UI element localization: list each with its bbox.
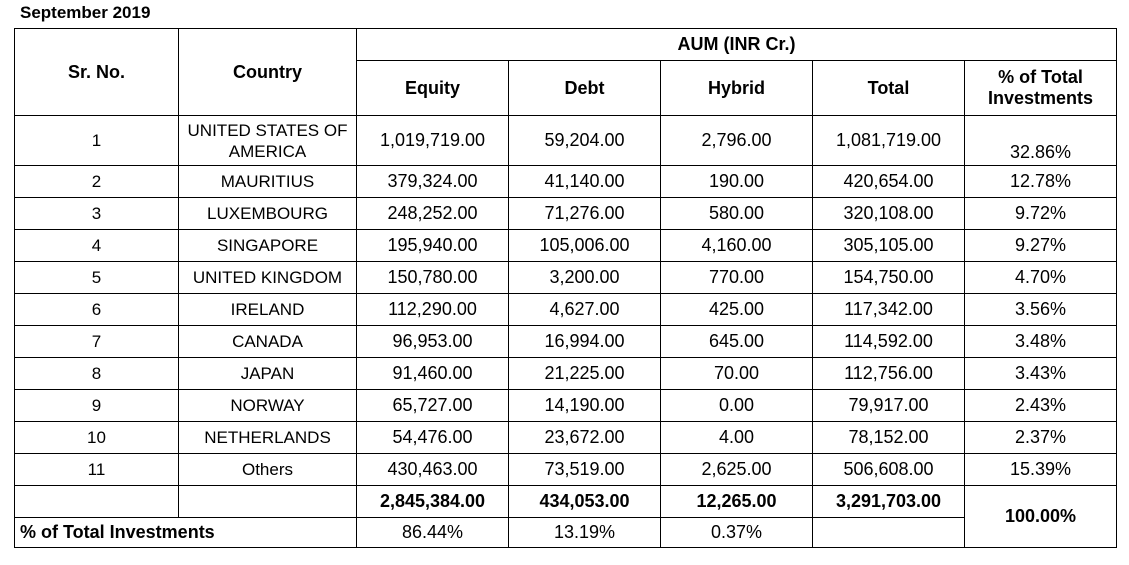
pct-debt: 13.19% <box>509 518 661 548</box>
pct-hybrid: 0.37% <box>661 518 813 548</box>
cell-hybrid: 425.00 <box>661 294 813 326</box>
cell-hybrid: 580.00 <box>661 198 813 230</box>
cell-pct: 3.43% <box>965 358 1117 390</box>
cell-pct: 3.56% <box>965 294 1117 326</box>
header-debt: Debt <box>509 61 661 116</box>
cell-debt: 16,994.00 <box>509 326 661 358</box>
cell-sr-no: 10 <box>15 422 179 454</box>
page-title: September 2019 <box>20 3 151 22</box>
header-sr-no: Sr. No. <box>15 29 179 116</box>
header-row-top <box>15 29 1117 61</box>
header-aum: AUM (INR Cr.) <box>357 29 1117 61</box>
cell-country: LUXEMBOURG <box>179 198 357 230</box>
cell-pct: 12.78% <box>965 166 1117 198</box>
cell-total: 420,654.00 <box>813 166 965 198</box>
cell-total: 112,756.00 <box>813 358 965 390</box>
cell-hybrid: 770.00 <box>661 262 813 294</box>
cell-equity: 54,476.00 <box>357 422 509 454</box>
pct-row <box>15 518 1117 548</box>
header-pct-line2: Investments <box>987 88 1094 108</box>
table-row <box>15 358 1117 390</box>
cell-pct: 32.86% <box>965 116 1117 166</box>
table-row <box>15 294 1117 326</box>
cell-sr-no: 4 <box>15 230 179 262</box>
cell-hybrid: 190.00 <box>661 166 813 198</box>
table-row <box>15 326 1117 358</box>
aum-table <box>14 28 1117 548</box>
cell-equity: 248,252.00 <box>357 198 509 230</box>
cell-total: 320,108.00 <box>813 198 965 230</box>
table-row <box>15 390 1117 422</box>
cell-hybrid: 4,160.00 <box>661 230 813 262</box>
cell-total: 117,342.00 <box>813 294 965 326</box>
cell-debt: 71,276.00 <box>509 198 661 230</box>
cell-equity: 195,940.00 <box>357 230 509 262</box>
cell-sr-no: 9 <box>15 390 179 422</box>
totals-row <box>15 486 1117 518</box>
pct-total-empty <box>813 518 965 548</box>
cell-country: IRELAND <box>179 294 357 326</box>
totals-sr-cell <box>15 486 179 518</box>
cell-pct: 2.43% <box>965 390 1117 422</box>
table-row <box>15 166 1117 198</box>
header-hybrid: Hybrid <box>661 61 813 116</box>
totals-country-cell <box>179 486 357 518</box>
pct-row-label: % of Total Investments <box>15 518 357 548</box>
cell-country: Others <box>179 454 357 486</box>
cell-country: CANADA <box>179 326 357 358</box>
total-hybrid: 12,265.00 <box>661 486 813 518</box>
cell-debt: 21,225.00 <box>509 358 661 390</box>
header-total: Total <box>813 61 965 116</box>
table-row <box>15 198 1117 230</box>
header-equity: Equity <box>357 61 509 116</box>
cell-hybrid: 0.00 <box>661 390 813 422</box>
table-row <box>15 262 1117 294</box>
total-equity: 2,845,384.00 <box>357 486 509 518</box>
cell-country: JAPAN <box>179 358 357 390</box>
header-pct <box>965 61 1117 116</box>
cell-total: 1,081,719.00 <box>813 116 965 166</box>
cell-hybrid: 2,625.00 <box>661 454 813 486</box>
cell-total: 506,608.00 <box>813 454 965 486</box>
cell-pct: 15.39% <box>965 454 1117 486</box>
cell-equity: 112,290.00 <box>357 294 509 326</box>
cell-hybrid: 70.00 <box>661 358 813 390</box>
cell-pct: 9.27% <box>965 230 1117 262</box>
cell-sr-no: 6 <box>15 294 179 326</box>
table-row <box>15 116 1117 166</box>
cell-country: UNITED STATES OF AMERICA <box>179 116 357 166</box>
cell-debt: 73,519.00 <box>509 454 661 486</box>
cell-country: MAURITIUS <box>179 166 357 198</box>
cell-sr-no: 1 <box>15 116 179 166</box>
cell-sr-no: 7 <box>15 326 179 358</box>
cell-sr-no: 8 <box>15 358 179 390</box>
cell-total: 114,592.00 <box>813 326 965 358</box>
table-body <box>15 116 1117 548</box>
table-row <box>15 454 1117 486</box>
header-country: Country <box>179 29 357 116</box>
cell-debt: 105,006.00 <box>509 230 661 262</box>
cell-equity: 65,727.00 <box>357 390 509 422</box>
cell-pct: 2.37% <box>965 422 1117 454</box>
cell-equity: 379,324.00 <box>357 166 509 198</box>
cell-country: NETHERLANDS <box>179 422 357 454</box>
cell-total: 78,152.00 <box>813 422 965 454</box>
cell-debt: 3,200.00 <box>509 262 661 294</box>
cell-sr-no: 11 <box>15 454 179 486</box>
cell-debt: 59,204.00 <box>509 116 661 166</box>
cell-hybrid: 4.00 <box>661 422 813 454</box>
header-pct-line1: % of Total <box>998 67 1083 87</box>
table-row <box>15 230 1117 262</box>
cell-pct: 4.70% <box>965 262 1117 294</box>
cell-equity: 1,019,719.00 <box>357 116 509 166</box>
cell-equity: 96,953.00 <box>357 326 509 358</box>
cell-debt: 14,190.00 <box>509 390 661 422</box>
cell-sr-no: 2 <box>15 166 179 198</box>
total-total: 3,291,703.00 <box>813 486 965 518</box>
cell-country: UNITED KINGDOM <box>179 262 357 294</box>
cell-equity: 430,463.00 <box>357 454 509 486</box>
total-pct: 100.00% <box>965 486 1117 548</box>
cell-total: 154,750.00 <box>813 262 965 294</box>
pct-equity: 86.44% <box>357 518 509 548</box>
table-row <box>15 422 1117 454</box>
cell-total: 305,105.00 <box>813 230 965 262</box>
cell-debt: 23,672.00 <box>509 422 661 454</box>
cell-hybrid: 2,796.00 <box>661 116 813 166</box>
cell-debt: 41,140.00 <box>509 166 661 198</box>
cell-hybrid: 645.00 <box>661 326 813 358</box>
cell-sr-no: 5 <box>15 262 179 294</box>
cell-country: NORWAY <box>179 390 357 422</box>
cell-pct: 3.48% <box>965 326 1117 358</box>
cell-country: SINGAPORE <box>179 230 357 262</box>
cell-debt: 4,627.00 <box>509 294 661 326</box>
total-debt: 434,053.00 <box>509 486 661 518</box>
cell-sr-no: 3 <box>15 198 179 230</box>
cell-equity: 91,460.00 <box>357 358 509 390</box>
cell-total: 79,917.00 <box>813 390 965 422</box>
cell-pct: 9.72% <box>965 198 1117 230</box>
cell-equity: 150,780.00 <box>357 262 509 294</box>
